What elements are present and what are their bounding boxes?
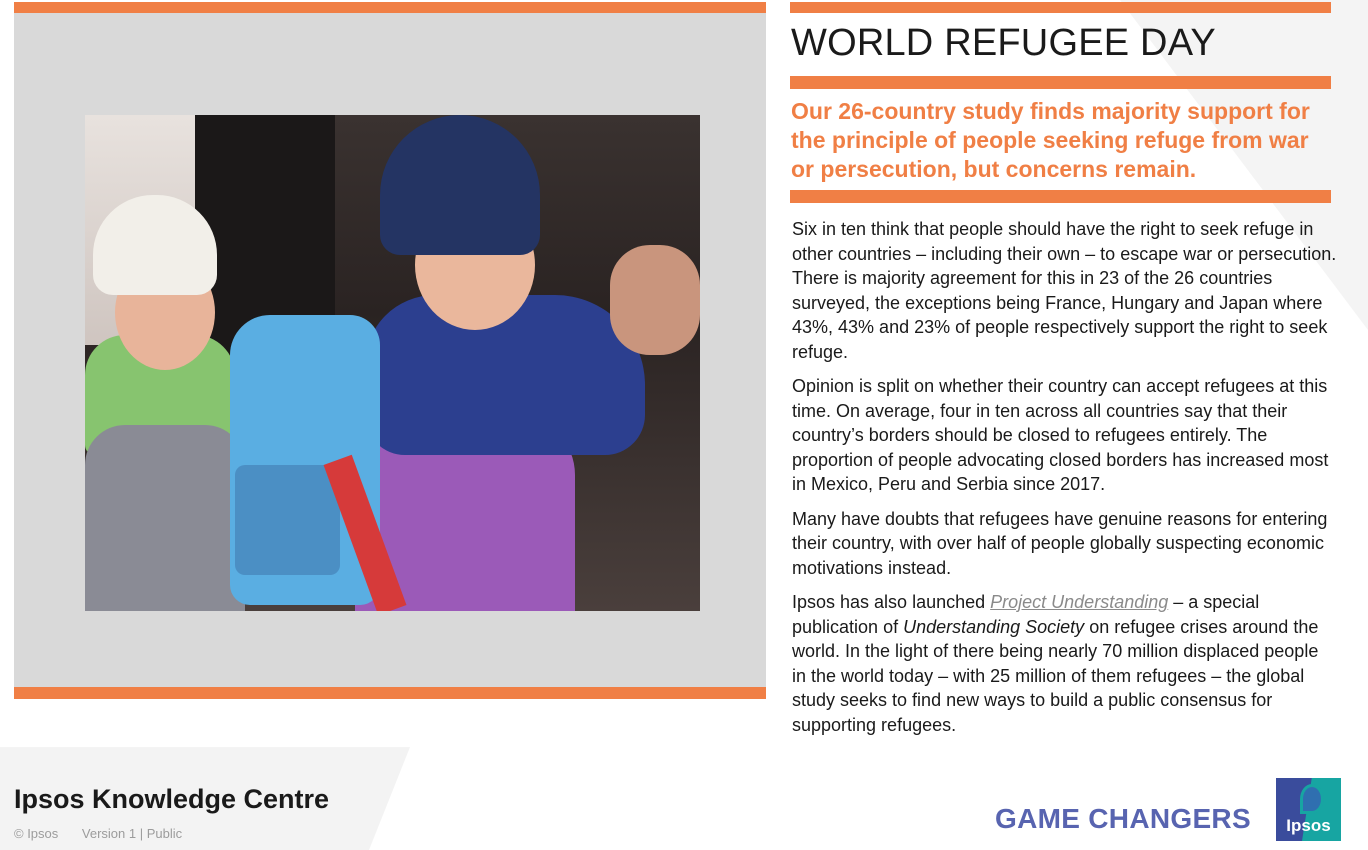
paragraph-4-middle: – a special publication of — [792, 592, 1260, 637]
paragraph-4-rest: on refugee crises around the world. In the light of there being nearly 70 million displaced people in the world today – with 25 million of them refugees – the global study seeks to find new ways to build a public consensus for supporting refugees. — [792, 616, 1319, 735]
title-bottom-bar — [790, 76, 1331, 89]
page-title: WORLD REFUGEE DAY — [791, 22, 1216, 64]
photo-adult-hand — [610, 245, 700, 355]
paragraph-3: Many have doubts that refugees have genuine reasons for entering their country, with over half of people globally suspecting economic motivations instead. — [792, 508, 1328, 578]
copyright-text: © Ipsos — [14, 826, 59, 841]
photo-backpack-pocket — [235, 465, 340, 575]
body-text — [792, 217, 1337, 747]
footer-meta — [14, 826, 182, 841]
ipsos-logo-mark-icon — [1300, 784, 1324, 814]
knowledge-centre-title: Ipsos Knowledge Centre — [14, 784, 330, 814]
subtitle: Our 26-country study finds majority support for the principle of people seeking refuge from war or persecution, but concerns remain. — [791, 98, 1310, 182]
version-text: Version 1 | Public — [81, 826, 183, 841]
image-panel-top-bar — [14, 2, 766, 13]
image-panel-bottom-bar — [14, 687, 766, 699]
paragraph-2: Opinion is split on whether their country can accept refugees at this time. On average, four in ten across all countries say that their country’s borders should be closed to refugees entirely. The proportion of people advocating closed borders has increased most in Mexico, Peru and Serbia since 2017. — [792, 376, 1329, 494]
refugee-children-photo — [85, 115, 700, 611]
paragraph-4-intro: Ipsos has also launched — [792, 592, 991, 612]
title-top-bar — [790, 2, 1331, 13]
game-changers-tagline: GAME CHANGERS — [995, 803, 1251, 834]
publication-name: Understanding Society — [903, 616, 1085, 637]
photo-girl-hat — [380, 115, 540, 255]
subtitle-bottom-bar — [790, 190, 1331, 203]
ipsos-logo-text: Ipsos — [1286, 816, 1331, 835]
paragraph-1: Six in ten think that people should have the right to seek refuge in other countries – including their own – to escape war or persecution. There is majority agreement for this in 23 of the 26 countries surveyed, the exceptions being France, Hungary and Japan where 43%, 43% and 23% of people respectively support the right to seek refuge. — [792, 219, 1337, 362]
photo-toddler-overalls — [85, 425, 245, 611]
project-understanding-link[interactable]: Project Understanding — [990, 592, 1169, 612]
ipsos-logo — [1276, 778, 1341, 841]
paragraph-4 — [792, 590, 1337, 737]
